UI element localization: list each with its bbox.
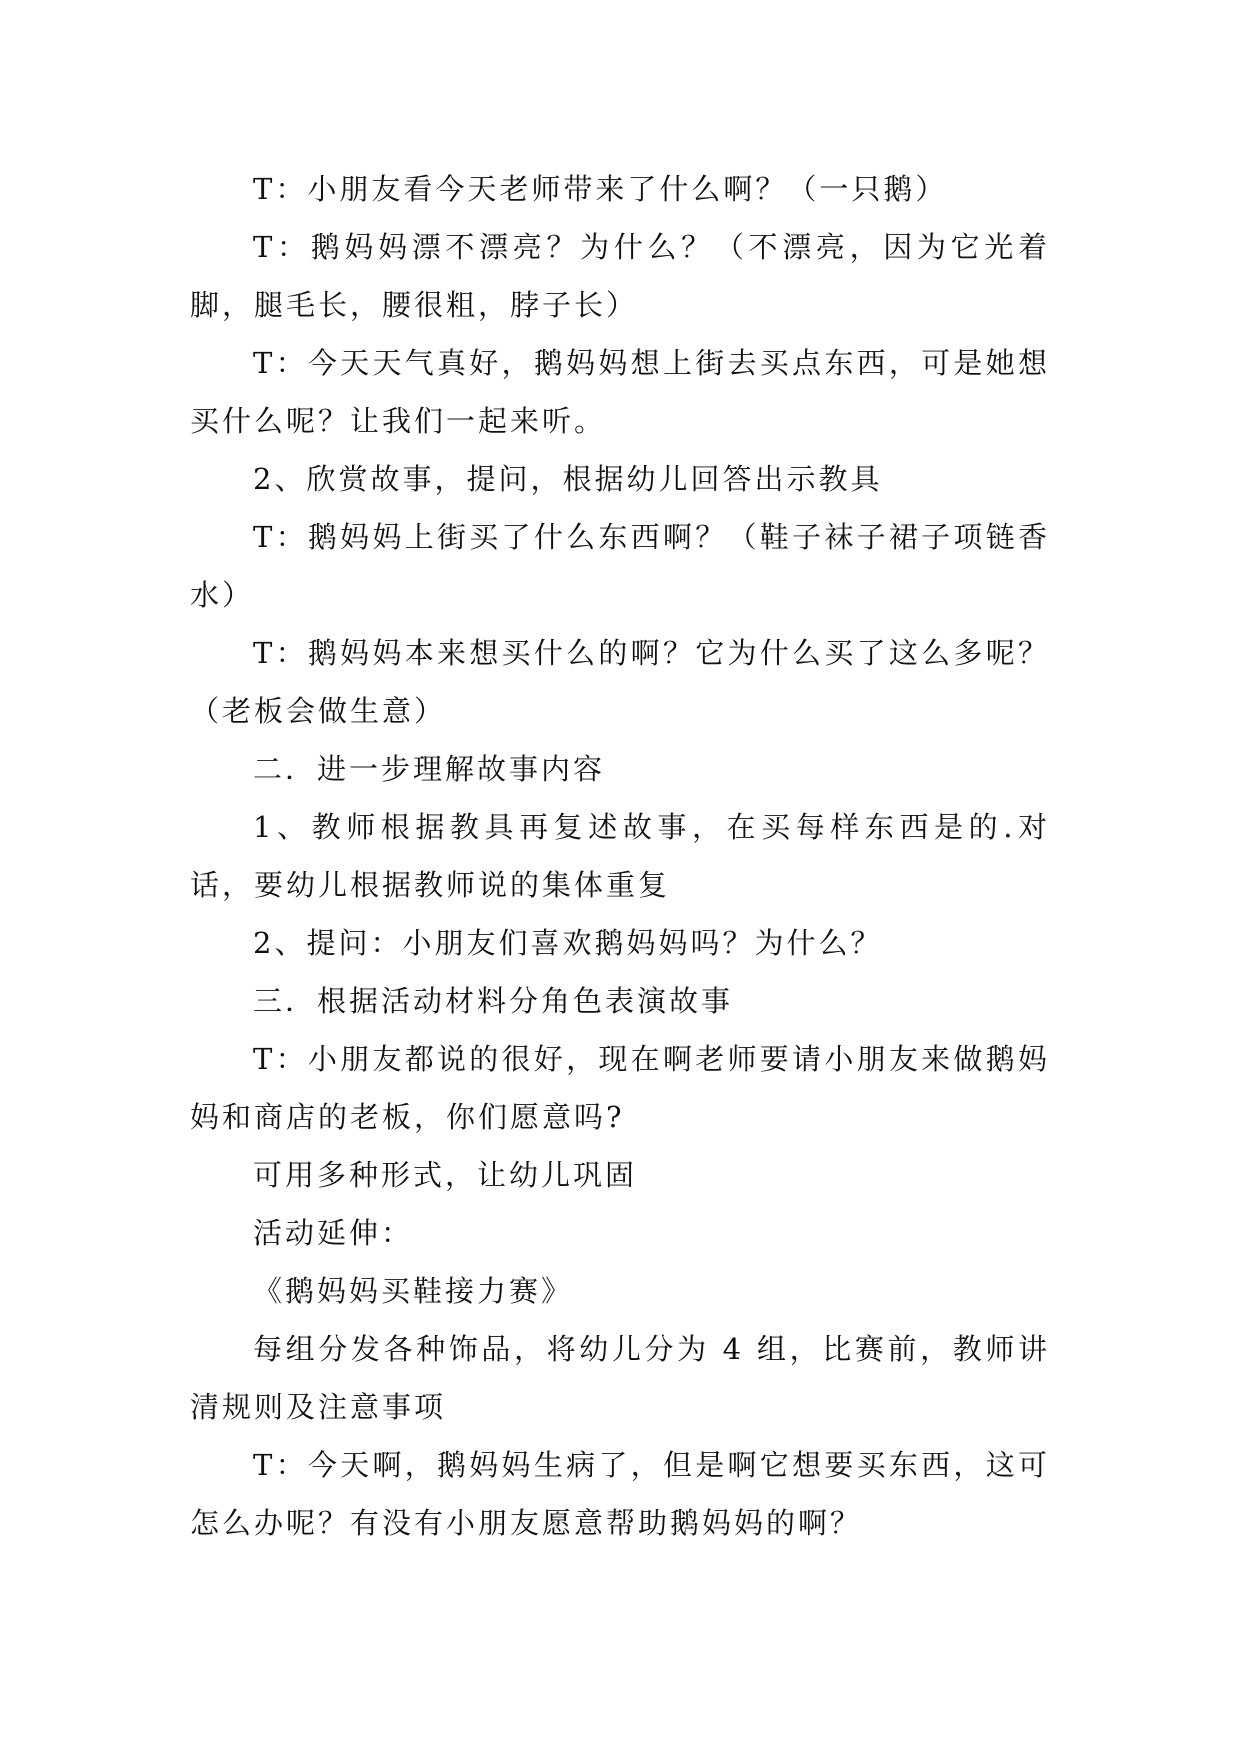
game-title: 《鹅妈妈买鞋接力赛》 xyxy=(253,1274,574,1308)
paragraph: 每组分发各种饰品，将幼儿分为 4 组，比赛前，教师讲清规则及注意事项 xyxy=(190,1332,1050,1424)
paragraph: T：小朋友都说的很好，现在啊老师要请小朋友来做鹅妈妈和商店的老板，你们愿意吗? xyxy=(190,1042,1050,1134)
paragraph: T：今天天气真好，鹅妈妈想上街去买点东西，可是她想买什么呢？让我们一起来听。 xyxy=(190,346,1050,438)
paragraph: T：鹅妈妈漂不漂亮？为什么？（不漂亮，因为它光着脚，腿毛长，腰很粗，脖子长） xyxy=(190,230,1050,322)
paragraph: 2、欣赏故事，提问，根据幼儿回答出示教具 xyxy=(253,462,883,496)
paragraph: 2、提问：小朋友们喜欢鹅妈妈吗？为什么？ xyxy=(253,926,883,960)
paragraph: T：鹅妈妈本来想买什么的啊？它为什么买了这么多呢？（老板会做生意） xyxy=(190,636,1050,728)
paragraph: T：鹅妈妈上街买了什么东西啊？（鞋子袜子裙子项链香水） xyxy=(190,520,1050,612)
paragraph: 1、教师根据教具再复述故事，在买每样东西是的.对话，要幼儿根据教师说的集体重复 xyxy=(190,810,1050,902)
paragraph: T：小朋友看今天老师带来了什么啊？（一只鹅） xyxy=(253,172,948,206)
document-body xyxy=(190,160,1050,1552)
section-heading: 二．进一步理解故事内容 xyxy=(253,752,606,786)
paragraph: 可用多种形式，让幼儿巩固 xyxy=(253,1158,638,1192)
section-heading: 活动延伸： xyxy=(253,1216,414,1250)
paragraph: T：今天啊，鹅妈妈生病了，但是啊它想要买东西，这可怎么办呢？有没有小朋友愿意帮助鹅妈妈的啊？ xyxy=(190,1448,1050,1540)
section-heading: 三．根据活动材料分角色表演故事 xyxy=(253,984,734,1018)
